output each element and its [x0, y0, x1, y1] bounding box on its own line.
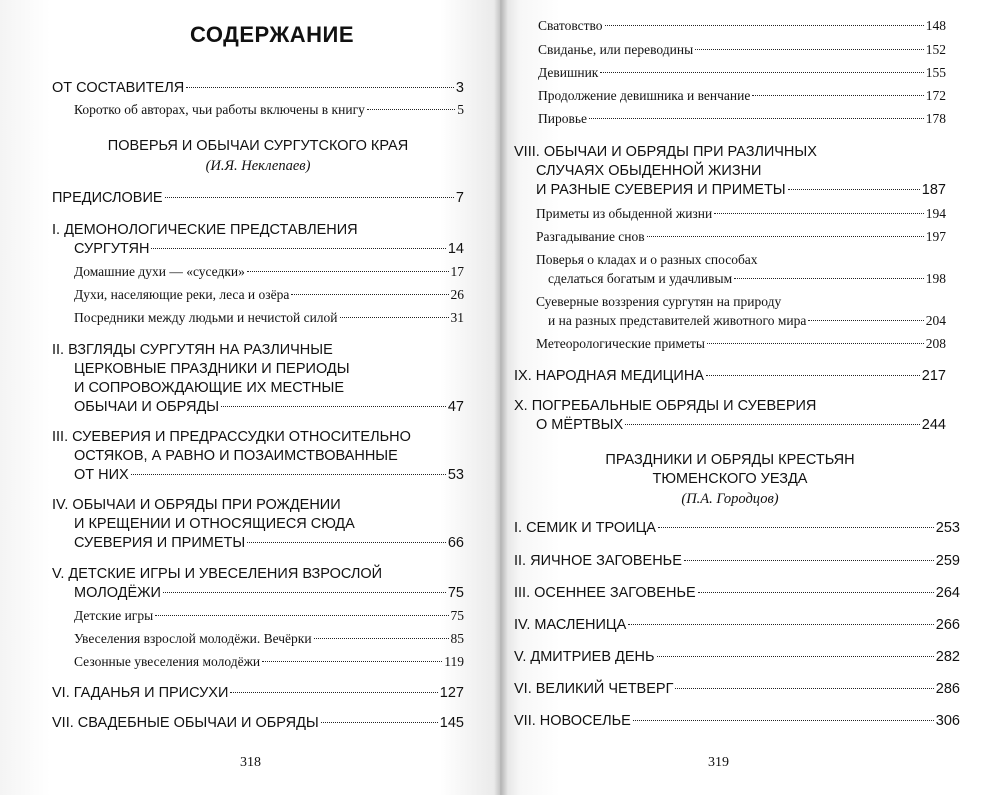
right-page: [500, 0, 1000, 795]
toc-entry: Продолжение девишника и венчание 172: [538, 88, 946, 103]
toc-entry: Девишник 155: [538, 65, 946, 80]
toc-line: VIII. ОБЫЧАИ И ОБРЯДЫ ПРИ РАЗЛИЧНЫХ: [514, 144, 817, 160]
toc-entry: ОБЫЧАИ И ОБРЯДЫ 47: [74, 399, 464, 415]
toc-entry: VI. ГАДАНЬЯ И ПРИСУХИ 127: [52, 685, 464, 701]
toc-entry: IX. НАРОДНАЯ МЕДИЦИНА 217: [514, 368, 946, 384]
toc-entry: VI. ВЕЛИКИЙ ЧЕТВЕРГ 286: [514, 681, 960, 697]
toc-line: III. СУЕВЕРИЯ И ПРЕДРАССУДКИ ОТНОСИТЕЛЬНО: [52, 429, 411, 445]
toc-entry: И РАЗНЫЕ СУЕВЕРИЯ И ПРИМЕТЫ 187: [536, 182, 946, 198]
toc-entry: Метеорологические приметы 208: [536, 336, 946, 351]
toc-entry: МОЛОДЁЖИ 75: [74, 585, 464, 601]
toc-entry: V. ДМИТРИЕВ ДЕНЬ 282: [514, 649, 960, 665]
section-heading: ТЮМЕНСКОГО УЕЗДА: [652, 471, 808, 487]
toc-line: V. ДЕТСКИЕ ИГРЫ И УВЕСЕЛЕНИЯ ВЗРОСЛОЙ: [52, 566, 383, 582]
toc-entry: Домашние духи — «суседки» 17: [74, 264, 464, 279]
toc-entry: Свиданье, или переводины 152: [538, 42, 946, 57]
toc-entry: IV. МАСЛЕНИЦА 266: [514, 617, 960, 633]
toc-line: ЦЕРКОВНЫЕ ПРАЗДНИКИ И ПЕРИОДЫ: [74, 361, 350, 377]
toc-entry: О МЁРТВЫХ 244: [536, 417, 946, 433]
toc-entry: Пировье 178: [538, 111, 946, 126]
toc-line: И СОПРОВОЖДАЮЩИЕ ИХ МЕСТНЫЕ: [74, 380, 345, 396]
section-author: (И.Я. Неклепаев): [205, 158, 311, 174]
toc-entry: и на разных представителей животного мира 204: [548, 313, 946, 328]
toc-entry: Посредники между людьми и нечистой силой 31: [74, 310, 464, 325]
toc-entry: Увеселения взрослой молодёжи. Вечёрки 85: [74, 631, 464, 646]
toc-entry: III. ОСЕННЕЕ ЗАГОВЕНЬЕ 264: [514, 585, 960, 601]
toc-entry: VII. НОВОСЕЛЬЕ 306: [514, 713, 960, 729]
toc-line: II. ВЗГЛЯДЫ СУРГУТЯН НА РАЗЛИЧНЫЕ: [52, 342, 333, 358]
toc-entry: Коротко об авторах, чьи работы включены в книгу 5: [74, 102, 464, 117]
toc-line: И КРЕЩЕНИИ И ОТНОСЯЩИЕСЯ СЮДА: [74, 516, 355, 532]
section-author: (П.А. Городцов): [681, 491, 779, 507]
toc-entry: Детские игры 75: [74, 608, 464, 623]
toc-entry: Духи, населяющие реки, леса и озёра 26: [74, 287, 464, 302]
toc-line: X. ПОГРЕБАЛЬНЫЕ ОБРЯДЫ И СУЕВЕРИЯ: [514, 398, 817, 414]
toc-entry: ОТ СОСТАВИТЕЛЯ 3: [52, 80, 464, 96]
toc-entry: ПРЕДИСЛОВИЕ 7: [52, 190, 464, 206]
toc-entry: Приметы из обыденной жизни 194: [536, 206, 946, 221]
toc-line: СЛУЧАЯХ ОБЫДЕННОЙ ЖИЗНИ: [536, 163, 762, 179]
toc-entry: I. СЕМИК И ТРОИЦА 253: [514, 520, 960, 536]
toc-line: Суеверные воззрения сургутян на природу: [536, 294, 782, 309]
toc-line: ОСТЯКОВ, А РАВНО И ПОЗАИМСТВОВАННЫЕ: [74, 448, 398, 464]
book-gutter: [494, 0, 508, 795]
page-number-right: 319: [708, 755, 729, 770]
toc-entry: СУЕВЕРИЯ И ПРИМЕТЫ 66: [74, 535, 464, 551]
toc-entry: ОТ НИХ 53: [74, 467, 464, 483]
page-number-left: 318: [240, 755, 261, 770]
toc-entry: Сезонные увеселения молодёжи 119: [74, 654, 464, 669]
toc-entry: Сватовство 148: [538, 18, 946, 33]
toc-entry: VII. СВАДЕБНЫЕ ОБЫЧАИ И ОБРЯДЫ 145: [52, 715, 464, 731]
toc-entry: II. ЯИЧНОЕ ЗАГОВЕНЬЕ 259: [514, 553, 960, 569]
contents-heading: СОДЕРЖАНИЕ: [190, 22, 355, 47]
section-heading: ПРАЗДНИКИ И ОБРЯДЫ КРЕСТЬЯН: [605, 452, 855, 468]
toc-line: Поверья о кладах и о разных способах: [536, 252, 758, 267]
toc-entry: сделаться богатым и удачливым 198: [548, 271, 946, 286]
toc-entry: Разгадывание снов 197: [536, 229, 946, 244]
toc-line: I. ДЕМОНОЛОГИЧЕСКИЕ ПРЕДСТАВЛЕНИЯ: [52, 222, 358, 238]
section-heading: ПОВЕРЬЯ И ОБЫЧАИ СУРГУТСКОГО КРАЯ: [107, 138, 409, 154]
toc-line: IV. ОБЫЧАИ И ОБРЯДЫ ПРИ РОЖДЕНИИ: [52, 497, 341, 513]
toc-entry: СУРГУТЯН 14: [74, 241, 464, 257]
